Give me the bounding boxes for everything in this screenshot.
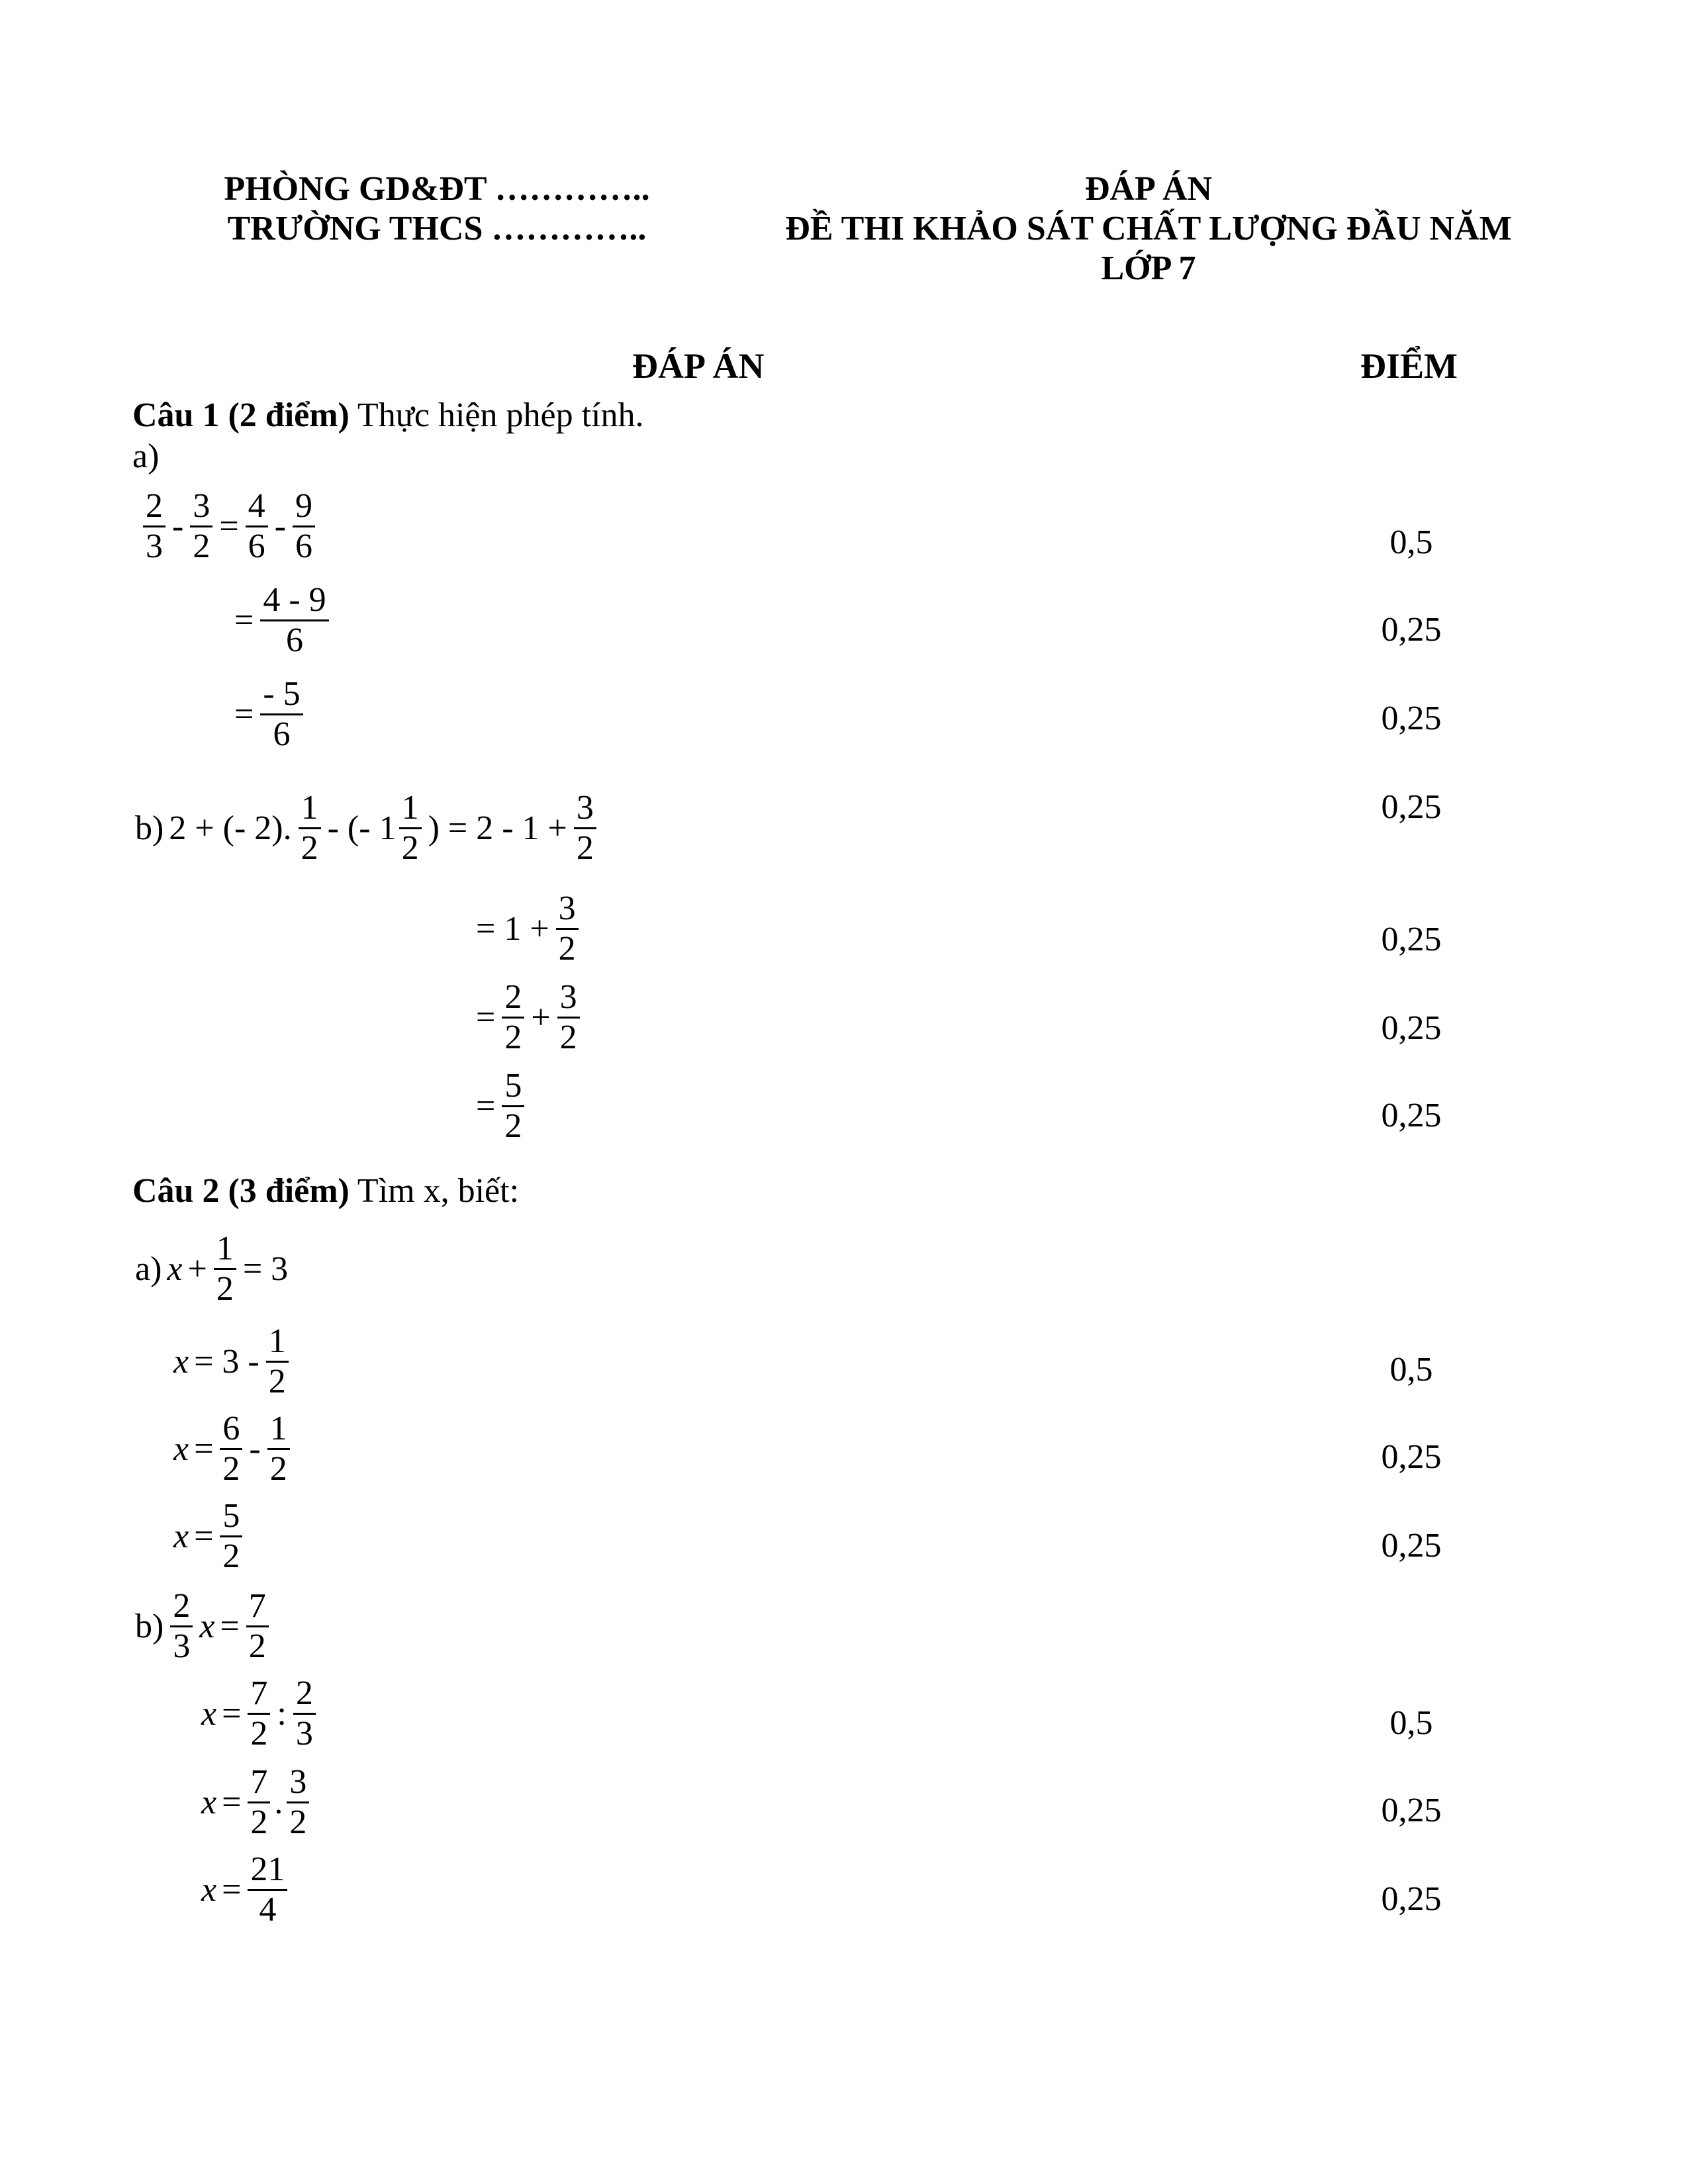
part-b-label: b) — [135, 809, 164, 847]
q2b-line-2: x = $\frac{7}{2}$ . 3 2 — [199, 1763, 313, 1842]
fraction: 2 3 — [143, 487, 165, 566]
fraction: $\frac{7}{2}$ — [248, 1763, 270, 1842]
score-q2a-3: 0,25 — [1381, 1527, 1442, 1565]
fraction: $\frac{4 - 9}{6}$ — [260, 581, 328, 660]
score-q2b-3: 0,25 — [1381, 1880, 1442, 1918]
q2a-line-1: x = 3 - 1 2 — [171, 1322, 293, 1401]
fraction: 1 2 — [267, 1410, 290, 1488]
q2a-given: a) x + $\frac{1}{2}$ = 3 — [132, 1230, 291, 1308]
header-right — [761, 169, 1536, 289]
fraction: 1 2 — [266, 1322, 289, 1401]
q1b-line-3: = $\frac{2}{2}$ + $\frac{3}{2}$ — [473, 978, 584, 1057]
exam-title: ĐỀ THI KHẢO SÁT CHẤT LƯỢNG ĐẦU NĂM — [785, 210, 1512, 248]
fraction: 1 2 — [299, 789, 321, 868]
part-a-label: a) — [135, 1250, 162, 1288]
q2a-line-3: x = $\frac{5}{2}$ — [171, 1497, 246, 1576]
fraction: $\frac{5}{2}$ — [502, 1067, 524, 1146]
fraction: $\frac{4}{6}$ — [246, 487, 268, 566]
q1a-line-3: = $\frac{- 5}{6}$ — [232, 675, 307, 754]
q2b-line-3: x = $\frac{21}{4}$ — [199, 1850, 291, 1929]
answer-column-heading: ĐÁP ÁN — [632, 346, 765, 386]
fraction: 3 2 — [287, 1763, 309, 1842]
fraction: $\frac{7}{2}$ — [246, 1587, 269, 1666]
question-1-part-a-label: a) — [132, 437, 160, 475]
department-line: PHÒNG GD&ĐT ………….. — [224, 170, 650, 208]
fraction: $\frac{21}{4}$ — [248, 1850, 287, 1929]
fraction: $\frac{2}{2}$ — [502, 978, 524, 1057]
fraction: 9 6 — [293, 487, 315, 566]
fraction: $\frac{3}{2}$ — [557, 978, 580, 1057]
fraction: 2 3 — [293, 1674, 316, 1753]
score-q2b-1: 0,5 — [1389, 1704, 1433, 1742]
fraction: $\frac{7}{2}$ — [248, 1674, 270, 1753]
score-q1a-1: 0,5 — [1389, 523, 1433, 561]
q1b-line-4: = $\frac{5}{2}$ — [473, 1067, 528, 1146]
q2b-line-1: x = $\frac{7}{2}$ : 2 3 — [199, 1674, 320, 1753]
score-q1a-3: 0,25 — [1381, 700, 1442, 737]
fraction: $\frac{6}{2}$ — [220, 1410, 242, 1488]
q1b-line-1: b) 2 + (- 2). 1 2 - (- 1 1 2 ) = 2 - 1 + $\frac{3}{2}$ — [132, 789, 600, 868]
score-q2a-2: 0,25 — [1381, 1438, 1442, 1476]
question-1-heading — [132, 396, 643, 435]
fraction: 1 2 — [399, 789, 422, 868]
score-q2b-2: 0,25 — [1381, 1792, 1442, 1829]
part-b-label: b) — [135, 1608, 164, 1645]
score-q2a-1: 0,5 — [1389, 1351, 1433, 1388]
fraction: $\frac{1}{2}$ — [214, 1230, 236, 1308]
fraction: $\frac{3}{2}$ — [190, 487, 212, 566]
question-2-title: Câu 2 (3 điểm) — [132, 1172, 350, 1210]
score-column-heading: ĐIỂM — [1360, 346, 1458, 386]
q1b-line-2: = 1 + $\frac{3}{2}$ — [473, 889, 583, 968]
score-q1b-1: 0,25 — [1381, 788, 1442, 826]
q1a-line-2: = $\frac{4 - 9}{6}$ — [232, 581, 333, 660]
score-q1b-2: 0,25 — [1381, 921, 1442, 958]
q2b-given: b) 2 3 x = $\frac{7}{2}$ — [132, 1587, 273, 1666]
score-q1a-2: 0,25 — [1381, 611, 1442, 649]
fraction: 2 3 — [170, 1587, 193, 1666]
q1a-line-1: 2 3 - $\frac{3}{2}$ = $\frac{4}{6}$ - 9 6 — [139, 487, 319, 566]
fraction: $\frac{5}{2}$ — [220, 1497, 242, 1576]
question-1-prompt: Thực hiện phép tính. — [349, 396, 644, 434]
fraction: $\frac{3}{2}$ — [556, 889, 579, 968]
grade-line: LỚP 7 — [1101, 250, 1196, 287]
q2a-line-2: x = $\frac{6}{2}$ - 1 2 — [171, 1410, 294, 1488]
question-1-title: Câu 1 (2 điểm) — [132, 396, 350, 434]
header-left — [172, 169, 702, 249]
score-q1b-4: 0,25 — [1381, 1097, 1442, 1134]
score-q1b-3: 0,25 — [1381, 1009, 1442, 1047]
fraction: $\frac{3}{2}$ — [574, 789, 596, 868]
fraction: $\frac{- 5}{6}$ — [260, 675, 303, 754]
question-2-heading — [132, 1171, 519, 1210]
school-line: TRƯỜNG THCS ………….. — [227, 210, 647, 248]
question-2-prompt: Tìm x, biết: — [349, 1172, 520, 1210]
answer-key-title: ĐÁP ÁN — [1084, 170, 1213, 208]
